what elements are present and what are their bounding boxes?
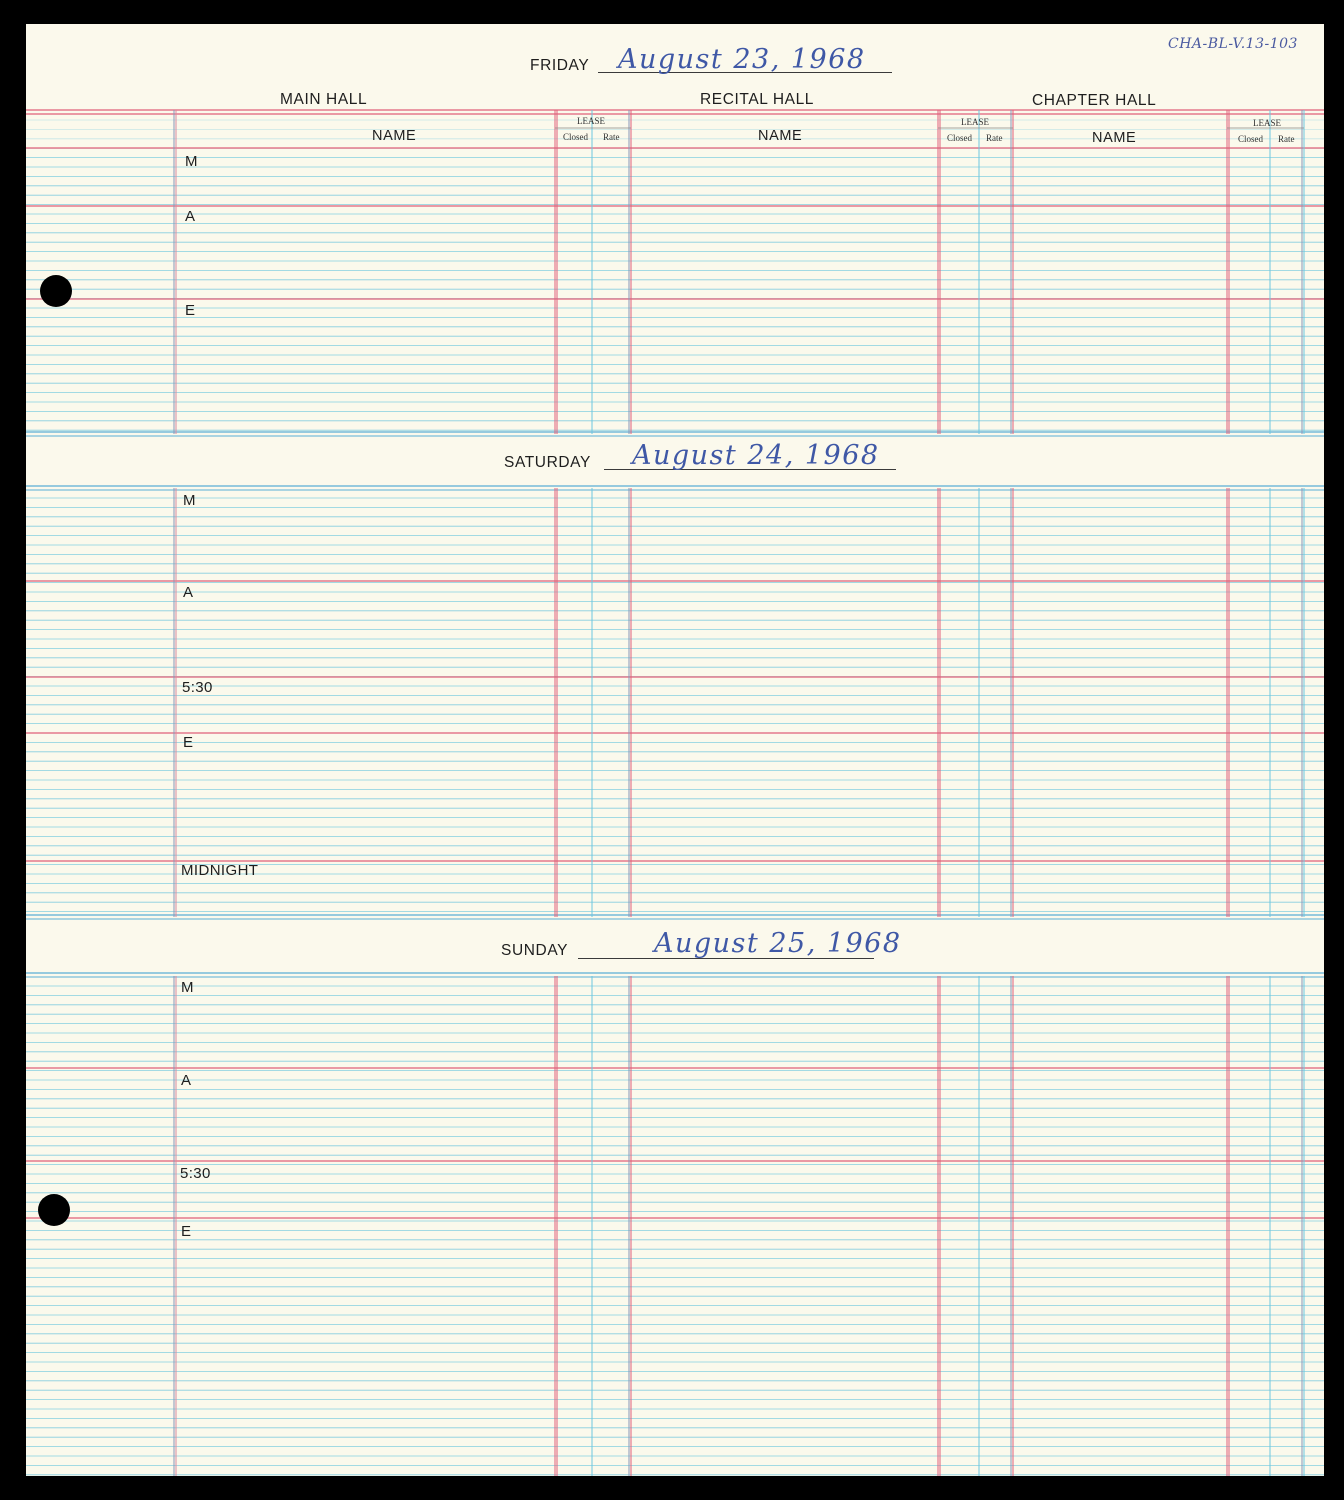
saturday-slot-evening: E (183, 734, 194, 751)
binder-hole-bottom (38, 1194, 70, 1226)
sunday-slot-afternoon: A (181, 1072, 192, 1089)
friday-date: August 23, 1968 (618, 44, 866, 75)
saturday-slot-midnight: MIDNIGHT (181, 862, 259, 879)
main-lease-header: LEASE (577, 116, 605, 126)
main-hall-name-header: NAME (372, 128, 417, 144)
chapter-closed-header: Closed (1238, 134, 1264, 144)
saturday-date: August 24, 1968 (632, 440, 880, 471)
ledger-ruling (26, 24, 1324, 1476)
sunday-slot-morning: M (181, 979, 194, 996)
sunday-date: August 25, 1968 (654, 928, 902, 959)
recital-hall-name-header: NAME (758, 128, 803, 144)
saturday-slot-afternoon: A (183, 584, 194, 601)
chapter-hall-name-header: NAME (1092, 130, 1137, 146)
main-rate-header: Rate (603, 132, 620, 142)
ledger-page (26, 24, 1324, 1476)
binder-tab-bottom (0, 1210, 20, 1212)
friday-slot-evening: E (185, 302, 196, 319)
sunday-slot-530: 5:30 (180, 1165, 211, 1182)
saturday-slot-530: 5:30 (182, 679, 213, 696)
binder-tab-top (0, 291, 20, 293)
saturday-label: SATURDAY (504, 454, 591, 471)
catalog-id: CHA-BL-V.13-103 (1168, 36, 1298, 52)
main-hall-title: MAIN HALL (280, 91, 368, 108)
recital-hall-title: RECITAL HALL (700, 91, 815, 108)
friday-label: FRIDAY (530, 57, 590, 74)
chapter-hall-title: CHAPTER HALL (1032, 92, 1157, 109)
recital-lease-header: LEASE (961, 117, 989, 127)
chapter-rate-header: Rate (1278, 134, 1295, 144)
recital-closed-header: Closed (947, 133, 973, 143)
binder-hole-top (40, 275, 72, 307)
friday-slot-afternoon: A (185, 208, 196, 225)
sunday-slot-evening: E (181, 1223, 192, 1240)
saturday-slot-morning: M (183, 492, 196, 509)
friday-slot-morning: M (185, 153, 198, 170)
recital-rate-header: Rate (986, 133, 1003, 143)
chapter-lease-header: LEASE (1253, 118, 1281, 128)
sunday-label: SUNDAY (501, 942, 569, 959)
main-closed-header: Closed (563, 132, 589, 142)
